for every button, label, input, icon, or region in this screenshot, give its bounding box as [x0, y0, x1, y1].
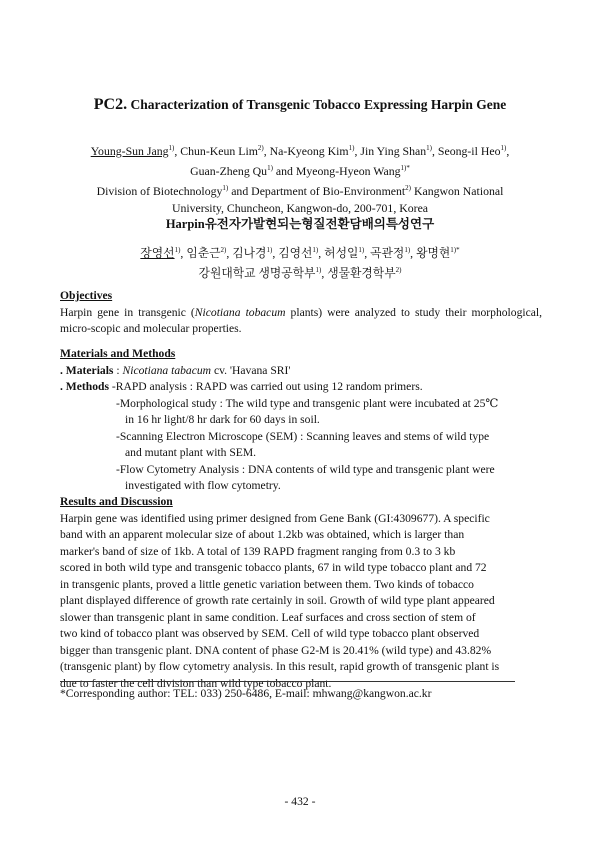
affiliation-text: Kangwon National — [411, 183, 504, 198]
author-line-1: Young-Sun Jang$^{1)}$, Chun-Keun Lim$^{2)}$, Na-Kyeong Kim$^{1)}$, Jin Ying Shan$^{1)}$, Seong-il Heo$^{1)}$, — [90, 143, 510, 158]
korean-author-name: 임춘근 — [186, 245, 221, 260]
affiliation-mark: 1) — [266, 246, 273, 254]
page-number: - 432 - — [284, 795, 316, 808]
results-line: (transgenic plant) by flow cytometry analysis. In this result, rapid growth of transgenic plant is — [60, 660, 500, 673]
korean-author-name: 김영선 — [278, 245, 313, 260]
korean-author-line: 장영선$^{1)}$, 임춘근$^{2)}$, 김나경$^{1)}$, 김영선$^{1)}$, 허성일$^{1)}$, 곡관정$^{1)}$, 왕명현$^{1)*}$ — [140, 245, 460, 260]
affiliation-mark: 1) — [426, 144, 432, 152]
korean-author-name: 김나경 — [232, 245, 267, 260]
korean-author-name: 장영선 — [140, 245, 175, 260]
affiliation-text: Division of Biotechnology — [96, 183, 223, 198]
method-rapd: -RAPD analysis : RAPD was carried out using 12 random primers. — [111, 380, 423, 393]
affiliation-mark: 1)* — [450, 246, 460, 254]
affiliation-mark: 2) — [405, 183, 412, 192]
materials-methods-heading: Materials and Methods — [60, 347, 176, 360]
author-name: Seong-il Heo — [437, 143, 501, 158]
affiliation-line-1 — [40, 180, 560, 200]
results-line: band with an apparent molecular size of about 1.2kb was obtained, which is larger than — [60, 528, 465, 541]
methods-line — [60, 379, 542, 396]
footnote — [60, 687, 542, 700]
korean-author-name: 허성일 — [324, 245, 359, 260]
korean-author-name: 곡관정 — [370, 245, 405, 260]
author-name: Young-Sun Jang — [90, 143, 169, 158]
species-name: Nicotiana tabacum — [122, 363, 212, 377]
paper-code: PC2. — [93, 96, 128, 113]
results-line: in transgenic plants, proved a little genetic variation between them. Two kinds of tobacco — [60, 577, 474, 591]
method-sem-l2: and mutant plant with SEM. — [125, 446, 257, 459]
affiliation-line-2: University, Chuncheon, Kangwon-do, 200-701, Korea — [171, 200, 429, 215]
affiliation-mark: 1) — [500, 144, 507, 152]
results-line: Harpin gene was identified using primer designed from Gene Bank (GI:4309677). A specific — [60, 511, 490, 525]
korean-affiliation: 생물환경학부 — [327, 265, 396, 280]
affiliation-mark: 1) — [315, 265, 322, 274]
affiliation-mark: 2) — [395, 265, 402, 274]
materials-line: . Materials : Nicotiana tabacum cv. 'Havana SRI' — [60, 363, 291, 377]
results-line: slower than transgenic plant in same condition. Leaf surfaces and cross section of stem of — [60, 610, 476, 624]
materials-label: . Materials — [60, 363, 114, 377]
affiliation-mark: 1) — [358, 246, 365, 254]
species-name: Nicotiana tobacum — [194, 305, 286, 319]
affiliation-mark: 2) — [257, 144, 264, 152]
affiliation-mark: 1) — [174, 246, 181, 254]
method-morphology-l1: -Morphological study : The wild type and transgenic plant were incubated at 25℃ — [116, 396, 499, 410]
method-sem-l1: -Scanning Electron Microscope (SEM) : Scanning leaves and stems of wild type — [116, 429, 490, 443]
affiliation-mark: 1) — [168, 144, 175, 152]
results-heading: Results and Discussion — [60, 495, 173, 508]
author-name: Guan-Zheng Qu — [190, 163, 268, 178]
footnote-divider — [60, 681, 515, 682]
results-line: bigger than transgenic plant. DNA content of phase G2-M is 20.41% (wild type) and 43.82% — [60, 643, 492, 657]
method-flow-l2: investigated with flow cytometry. — [125, 479, 281, 492]
author-line-2: Guan-Zheng Qu$^{1)}$ and Myeong-Hyeon Wang$^{1)*}$ — [190, 163, 410, 178]
author-name: Jin Ying Shan — [360, 143, 427, 158]
results-line: plant displayed difference of growth rate certainly in soil. Growth of wild type plant appeared — [60, 594, 495, 607]
footnote-email: E-mail: mhwang@kangwon.ac.kr — [274, 687, 432, 700]
results-line: marker's band of size of 1kb. A total of 139 RAPD fragment ranging from 0.3 to 3 kb — [60, 544, 456, 558]
affiliation-mark: 1) — [404, 246, 411, 254]
results-line: due to faster the cell division than wild type tobacco plant. — [60, 676, 332, 690]
korean-affiliation-line: 강원대학교 생명공학부$^{1)}$, 생물환경학부$^{2)}$ — [198, 265, 402, 280]
materials-methods-section — [60, 346, 542, 495]
method-flow-l1: -Flow Cytometry Analysis : DNA contents of wild type and transgenic plant were — [116, 462, 495, 476]
affiliation-mark: 1) — [348, 144, 355, 152]
method-morphology-l2: in 16 hr light/8 hr dark for 60 days in soil. — [125, 413, 320, 426]
author-name: Chun-Keun Lim — [180, 143, 258, 158]
affiliation-mark: 2) — [220, 246, 227, 254]
results-line: two kind of tobacco plant was observed by SEM. Cell of wild type tobacco plant observed — [60, 627, 480, 640]
korean-title: Harpin유전자가발현되는형질전환담배의특성연구 — [165, 217, 435, 231]
affiliation-mark: 1) — [222, 183, 229, 192]
affiliation-mark: 1) — [312, 246, 319, 254]
korean-author-block — [40, 242, 560, 282]
affiliation-text: and Department of Bio-Environment — [228, 183, 406, 198]
footnote-tel: TEL: 033) 250-6486, — [173, 687, 273, 700]
affiliation-mark: 1) — [267, 163, 273, 172]
results-line: scored in both wild type and transgenic tobacco plants, 67 in wild type tobacco plant and 72 — [60, 561, 487, 574]
korean-affiliation: 강원대학교 생명공학부 — [198, 265, 316, 280]
methods-label: . Methods — [60, 380, 109, 393]
paper-title — [0, 96, 600, 114]
korean-author-name: 왕명현 — [416, 245, 451, 260]
author-name: Na-Kyeong Kim — [269, 143, 349, 158]
author-name: Myeong-Hyeon Wang — [295, 163, 401, 178]
objectives-section — [60, 288, 542, 338]
affiliation-mark: 1)* — [400, 163, 410, 172]
objectives-text: Harpin gene in transgenic (Nicotiana tobacum plants) were analyzed to study their morphological, micro-scopic and molecular properties. — [60, 305, 542, 335]
footnote-label: *Corresponding author: — [60, 687, 171, 700]
results-section — [60, 494, 542, 692]
objectives-heading: Objectives — [60, 289, 113, 302]
author-block — [40, 140, 560, 217]
paper-title-text: Characterization of Transgenic Tobacco Expressing Harpin Gene — [130, 97, 507, 112]
